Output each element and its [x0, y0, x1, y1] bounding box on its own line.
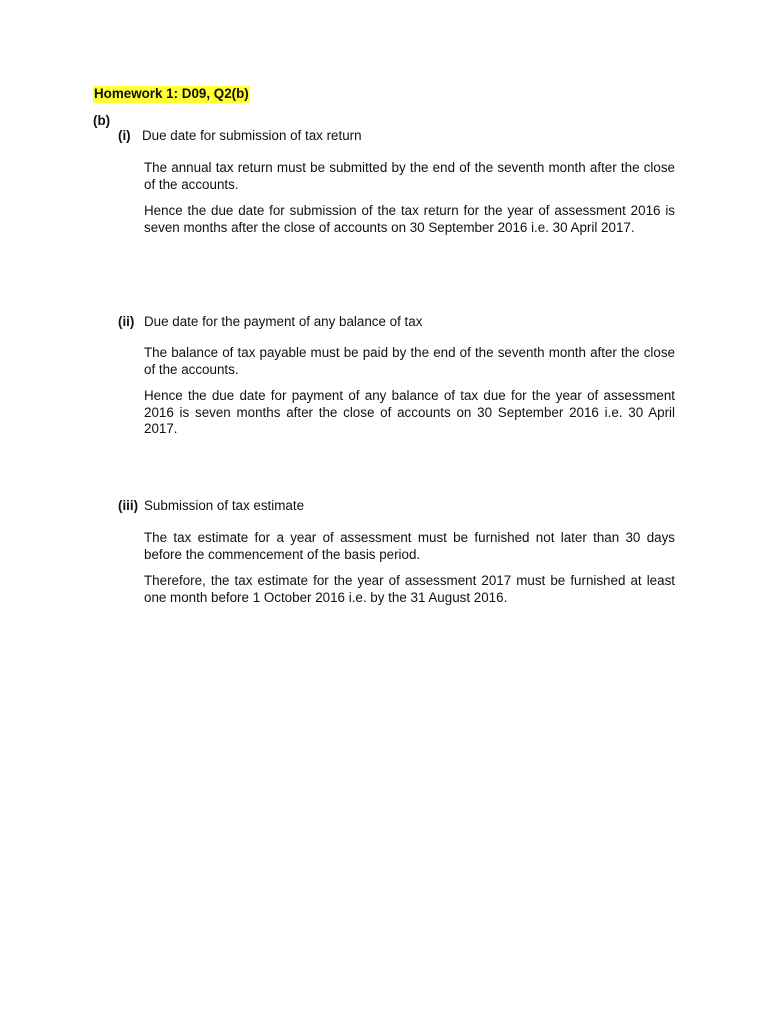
section-iii-title-row — [118, 498, 304, 515]
section-ii-title: Due date for the payment of any balance of tax — [144, 314, 423, 329]
section-i-title: Due date for submission of tax return — [142, 128, 362, 143]
section-iii-paragraph-1: The tax estimate for a year of assessment must be furnished not later than 30 days before the commencement of the basis period. — [144, 530, 675, 562]
section-iii-number: (iii) — [118, 498, 139, 513]
section-i-paragraph-1: The annual tax return must be submitted by the end of the seventh month after the close of the accounts. — [144, 160, 675, 192]
section-ii-title-row — [118, 314, 422, 331]
part-label: (b) — [93, 113, 111, 128]
section-ii-number: (ii) — [118, 314, 135, 329]
section-iii-title: Submission of tax estimate — [144, 498, 305, 513]
section-iii-paragraph-2: Therefore, the tax estimate for the year of assessment 2017 must be furnished at least one month before 1 October 2016 i.e. by the 31 August 2016. — [144, 573, 675, 605]
section-i-number: (i) — [118, 128, 131, 143]
homework-heading: Homework 1: D09, Q2(b) — [94, 86, 249, 101]
section-i-title-row — [118, 128, 362, 145]
section-ii-paragraph-2: Hence the due date for payment of any balance of tax due for the year of assessment 2016 is seven months after the close of accounts on 30 September 2016 i.e. 30 April 2017. — [144, 388, 675, 436]
section-ii-paragraph-1: The balance of tax payable must be paid by the end of the seventh month after the close of the accounts. — [144, 345, 675, 377]
section-i-paragraph-2: Hence the due date for submission of the tax return for the year of assessment 2016 is seven months after the close of accounts on 30 September 2016 i.e. 30 April 2017. — [144, 203, 675, 235]
